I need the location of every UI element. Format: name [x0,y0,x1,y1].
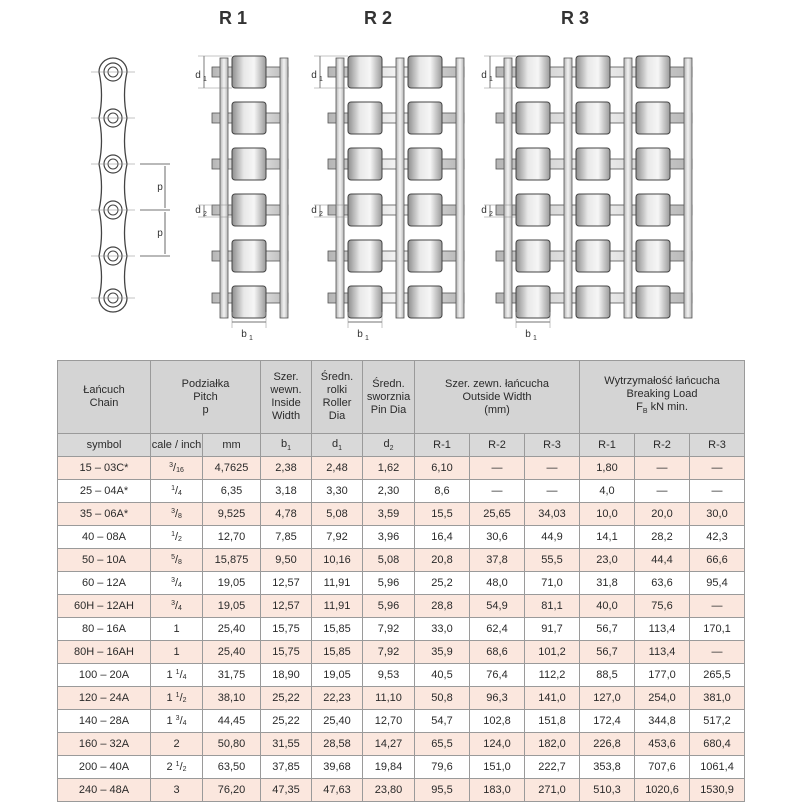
d1-label-r3: d [481,70,487,81]
chain-spec-table [57,360,745,802]
cell-symbol: 40 – 08A [58,526,151,549]
cell-inch: 1 $^1/_4$ [151,664,203,687]
cell-d2: 5,96 [363,595,415,618]
cell-bl1: 510,3 [580,779,635,802]
cell-ow1: 15,5 [415,503,470,526]
cell-d1: 19,05 [312,664,363,687]
cell-ow3: 112,2 [525,664,580,687]
cell-bl1: 226,8 [580,733,635,756]
b1-label-r1: b [241,329,247,340]
cell-mm: 44,45 [203,710,261,733]
cell-ow2: 102,8 [470,710,525,733]
cell-bl1: 23,0 [580,549,635,572]
cell-ow1: 40,5 [415,664,470,687]
b1-sub-r3: 1 [533,335,537,342]
strand-r2 [314,56,464,328]
pitch-dimension [140,164,170,256]
cell-symbol: 15 – 03C* [58,457,151,480]
cell-symbol: 160 – 32A [58,733,151,756]
cell-mm: 31,75 [203,664,261,687]
header-inside-width: Szer. wewn. Inside Width [261,361,312,434]
cell-bl2: 177,0 [635,664,690,687]
cell-ow2: — [470,480,525,503]
cell-ow2: 62,4 [470,618,525,641]
cell-b1: 12,57 [261,572,312,595]
d1-label-r1: d [195,70,201,81]
cell-mm: 25,40 [203,618,261,641]
cell-bl3: — [690,457,745,480]
b1-sub-r1: 1 [249,335,253,342]
cell-bl3: 265,5 [690,664,745,687]
d2-label-r2: d [311,205,317,216]
cell-bl2: 44,4 [635,549,690,572]
cell-ow1: 50,8 [415,687,470,710]
cell-bl3: — [690,595,745,618]
cell-bl2: 28,2 [635,526,690,549]
cell-ow2: 151,0 [470,756,525,779]
cell-mm: 25,40 [203,641,261,664]
cell-ow1: 6,10 [415,457,470,480]
cell-bl1: 88,5 [580,664,635,687]
cell-bl3: 1061,4 [690,756,745,779]
side-plate [624,58,632,318]
cell-ow2: 68,6 [470,641,525,664]
roller [576,194,610,226]
cell-bl1: 14,1 [580,526,635,549]
roller [408,286,442,318]
roller [232,286,266,318]
cell-ow2: 183,0 [470,779,525,802]
side-plate [396,58,404,318]
cell-ow3: 151,8 [525,710,580,733]
table-row [58,480,745,503]
roller [576,240,610,272]
roller [636,194,670,226]
cell-symbol: 200 – 40A [58,756,151,779]
cell-mm: 9,525 [203,503,261,526]
cell-inch: 3 [151,779,203,802]
cell-symbol: 140 – 28A [58,710,151,733]
side-plate [456,58,464,318]
cell-inch: 2 [151,733,203,756]
roller [576,102,610,134]
cell-b1: 9,50 [261,549,312,572]
header-breaking-load: Wytrzymałość łańcucha Breaking Load $F_B$ kN min. [580,361,745,434]
side-plate [220,58,228,318]
cell-bl1: 56,7 [580,641,635,664]
cell-ow3: 44,9 [525,526,580,549]
cell-ow1: 8,6 [415,480,470,503]
cell-inch: $^3/_4$ [151,595,203,618]
roller [516,194,550,226]
cell-bl2: — [635,480,690,503]
cell-ow3: — [525,480,580,503]
table-row [58,572,745,595]
d2-sub-r1: 2 [203,211,207,218]
cell-bl2: 75,6 [635,595,690,618]
header-pitch: Podziałka Pitch p [151,361,261,434]
subheader-bl-r3: R-3 [690,434,745,457]
cell-ow2: 48,0 [470,572,525,595]
b1-label-r2: b [357,329,363,340]
cell-bl2: 1020,6 [635,779,690,802]
subheader-ow-r3: R-3 [525,434,580,457]
subheader-inch: cale / inch [151,434,203,457]
cell-d2: 9,53 [363,664,415,687]
cell-bl1: 172,4 [580,710,635,733]
cell-bl1: 10,0 [580,503,635,526]
cell-bl2: 344,8 [635,710,690,733]
table-row [58,618,745,641]
cell-bl3: 381,0 [690,687,745,710]
cell-ow3: 271,0 [525,779,580,802]
roller [232,240,266,272]
cell-d2: 3,96 [363,526,415,549]
cell-mm: 50,80 [203,733,261,756]
strand-r3 [484,56,692,328]
cell-b1: 2,38 [261,457,312,480]
b1-sub-r2: 1 [365,335,369,342]
d1-sub-r3: 1 [489,76,493,83]
subheader-mm: mm [203,434,261,457]
strand-r1 [198,56,288,328]
table-row [58,779,745,802]
cell-ow1: 79,6 [415,756,470,779]
cell-ow1: 25,2 [415,572,470,595]
cell-symbol: 60 – 12A [58,572,151,595]
cell-inch: $^1/_4$ [151,480,203,503]
roller [232,148,266,180]
table-row [58,595,745,618]
subheader-symbol: symbol [58,434,151,457]
cell-ow1: 28,8 [415,595,470,618]
cell-ow2: — [470,457,525,480]
cell-d1: 11,91 [312,572,363,595]
side-plate [280,58,288,318]
roller [408,240,442,272]
header-roller-dia: Średn. rolki Roller Dia [312,361,363,434]
cell-symbol: 240 – 48A [58,779,151,802]
subheader-bl-r1: R-1 [580,434,635,457]
cell-d2: 14,27 [363,733,415,756]
roller [408,102,442,134]
cell-mm: 63,50 [203,756,261,779]
side-plate [336,58,344,318]
cell-ow3: 101,2 [525,641,580,664]
cell-ow2: 25,65 [470,503,525,526]
cell-d1: 28,58 [312,733,363,756]
subheader-bl-r2: R-2 [635,434,690,457]
cell-b1: 25,22 [261,710,312,733]
roller [516,286,550,318]
cell-bl2: — [635,457,690,480]
d1-sub-r2: 1 [319,76,323,83]
cell-ow1: 33,0 [415,618,470,641]
cell-mm: 76,20 [203,779,261,802]
roller [348,56,382,88]
cell-symbol: 35 – 06A* [58,503,151,526]
cell-bl1: 4,0 [580,480,635,503]
cell-d1: 2,48 [312,457,363,480]
cell-d1: 25,40 [312,710,363,733]
roller [516,240,550,272]
cell-ow3: 71,0 [525,572,580,595]
cell-d2: 2,30 [363,480,415,503]
cell-bl2: 707,6 [635,756,690,779]
cell-inch: 1 $^1/_2$ [151,687,203,710]
roller [232,56,266,88]
cell-bl3: 66,6 [690,549,745,572]
cell-d1: 15,85 [312,641,363,664]
cell-bl3: — [690,641,745,664]
table-row [58,710,745,733]
cell-ow3: 222,7 [525,756,580,779]
cell-bl3: 1530,9 [690,779,745,802]
side-plate [504,58,512,318]
cell-inch: $^3/_4$ [151,572,203,595]
cell-bl1: 1,80 [580,457,635,480]
roller [636,286,670,318]
cell-bl2: 20,0 [635,503,690,526]
cell-d1: 47,63 [312,779,363,802]
cell-symbol: 80 – 16A [58,618,151,641]
table-row [58,503,745,526]
cell-b1: 47,35 [261,779,312,802]
roller [576,148,610,180]
cell-bl3: — [690,480,745,503]
table-row [58,549,745,572]
cell-b1: 3,18 [261,480,312,503]
header-pin-dia: Średn. sworznia Pin Dia [363,361,415,434]
cell-b1: 4,78 [261,503,312,526]
roller [636,102,670,134]
table-row [58,526,745,549]
subheader-d1: $d_1$ [312,434,363,457]
cell-bl1: 353,8 [580,756,635,779]
cell-ow3: 141,0 [525,687,580,710]
cell-mm: 4,7625 [203,457,261,480]
subheader-d2: $d_2$ [363,434,415,457]
cell-mm: 15,875 [203,549,261,572]
title-r2: R 2 [363,8,393,28]
cell-bl2: 63,6 [635,572,690,595]
cell-ow3: — [525,457,580,480]
cell-bl1: 31,8 [580,572,635,595]
cell-d2: 11,10 [363,687,415,710]
d1-label-r2: d [311,70,317,81]
cell-d2: 1,62 [363,457,415,480]
roller [348,286,382,318]
cell-b1: 37,85 [261,756,312,779]
roller [348,102,382,134]
cell-ow2: 124,0 [470,733,525,756]
d2-label-r1: d [195,205,201,216]
roller [408,56,442,88]
table-row [58,756,745,779]
cell-mm: 6,35 [203,480,261,503]
cell-b1: 18,90 [261,664,312,687]
cell-bl3: 30,0 [690,503,745,526]
subheader-ow-r2: R-2 [470,434,525,457]
cell-ow2: 37,8 [470,549,525,572]
chain-diagram [0,0,800,350]
cell-bl3: 680,4 [690,733,745,756]
cell-ow1: 65,5 [415,733,470,756]
side-plate [564,58,572,318]
d2-sub-r2: 2 [319,211,323,218]
cell-b1: 15,75 [261,618,312,641]
cell-bl2: 113,4 [635,618,690,641]
cell-ow1: 95,5 [415,779,470,802]
cell-b1: 31,55 [261,733,312,756]
cell-d1: 15,85 [312,618,363,641]
roller [636,148,670,180]
cell-inch: 2 $^1/_2$ [151,756,203,779]
cell-inch: $^5/_8$ [151,549,203,572]
cell-symbol: 60H – 12AH [58,595,151,618]
cell-ow2: 76,4 [470,664,525,687]
cell-mm: 38,10 [203,687,261,710]
cell-bl2: 254,0 [635,687,690,710]
cell-d1: 22,23 [312,687,363,710]
cell-symbol: 50 – 10A [58,549,151,572]
cell-b1: 25,22 [261,687,312,710]
cell-ow2: 54,9 [470,595,525,618]
cell-mm: 19,05 [203,595,261,618]
cell-ow3: 91,7 [525,618,580,641]
cell-bl1: 56,7 [580,618,635,641]
table-row [58,457,745,480]
cell-ow3: 55,5 [525,549,580,572]
table-row [58,641,745,664]
cell-inch: $^1/_2$ [151,526,203,549]
pitch-label-2: p [157,228,163,239]
cell-bl1: 127,0 [580,687,635,710]
cell-mm: 12,70 [203,526,261,549]
cell-inch: $^3/_8$ [151,503,203,526]
side-plate [684,58,692,318]
d2-sub-r3: 2 [489,211,493,218]
table-row [58,733,745,756]
roller [576,286,610,318]
cell-ow3: 34,03 [525,503,580,526]
cell-symbol: 120 – 24A [58,687,151,710]
cell-d2: 5,08 [363,549,415,572]
cell-ow3: 182,0 [525,733,580,756]
title-r3: R 3 [560,8,590,28]
d2-label-r3: d [481,205,487,216]
cell-ow1: 20,8 [415,549,470,572]
cell-d2: 23,80 [363,779,415,802]
cell-symbol: 100 – 20A [58,664,151,687]
cell-inch: 1 $^3/_4$ [151,710,203,733]
cell-ow1: 16,4 [415,526,470,549]
header-outside-width: Szer. zewn. łańcucha Outside Width (mm) [415,361,580,434]
roller [516,56,550,88]
cell-b1: 7,85 [261,526,312,549]
roller [516,102,550,134]
roller [408,148,442,180]
cell-ow1: 54,7 [415,710,470,733]
table-row [58,687,745,710]
subheader-ow-r1: R-1 [415,434,470,457]
cell-bl1: 40,0 [580,595,635,618]
roller [348,194,382,226]
cell-b1: 15,75 [261,641,312,664]
roller [348,240,382,272]
roller [348,148,382,180]
cell-d1: 5,08 [312,503,363,526]
cell-d2: 7,92 [363,641,415,664]
header-chain: Łańcuch Chain [58,361,151,434]
subheader-b1: $b_1$ [261,434,312,457]
cell-d1: 11,91 [312,595,363,618]
cell-d1: 10,16 [312,549,363,572]
cell-bl3: 170,1 [690,618,745,641]
roller [576,56,610,88]
cell-ow3: 81,1 [525,595,580,618]
cell-inch: $^3/_{16}$ [151,457,203,480]
cell-bl2: 453,6 [635,733,690,756]
cell-ow2: 96,3 [470,687,525,710]
d1-sub-r1: 1 [203,76,207,83]
cell-d2: 12,70 [363,710,415,733]
cell-inch: 1 [151,641,203,664]
cell-d2: 5,96 [363,572,415,595]
cell-bl3: 95,4 [690,572,745,595]
roller [232,102,266,134]
pitch-label-1: p [157,182,163,193]
cell-bl3: 42,3 [690,526,745,549]
roller [636,240,670,272]
cell-mm: 19,05 [203,572,261,595]
roller [232,194,266,226]
table-row [58,664,745,687]
cell-d1: 3,30 [312,480,363,503]
cell-b1: 12,57 [261,595,312,618]
chain-side-view [99,58,127,312]
cell-symbol: 80H – 16AH [58,641,151,664]
roller [636,56,670,88]
roller [408,194,442,226]
cell-d1: 7,92 [312,526,363,549]
cell-bl2: 113,4 [635,641,690,664]
b1-label-r3: b [525,329,531,340]
cell-ow1: 35,9 [415,641,470,664]
title-r1: R 1 [218,8,248,28]
cell-ow2: 30,6 [470,526,525,549]
cell-bl3: 517,2 [690,710,745,733]
cell-d1: 39,68 [312,756,363,779]
roller [516,148,550,180]
cell-d2: 19,84 [363,756,415,779]
cell-d2: 3,59 [363,503,415,526]
cell-symbol: 25 – 04A* [58,480,151,503]
cell-d2: 7,92 [363,618,415,641]
cell-inch: 1 [151,618,203,641]
